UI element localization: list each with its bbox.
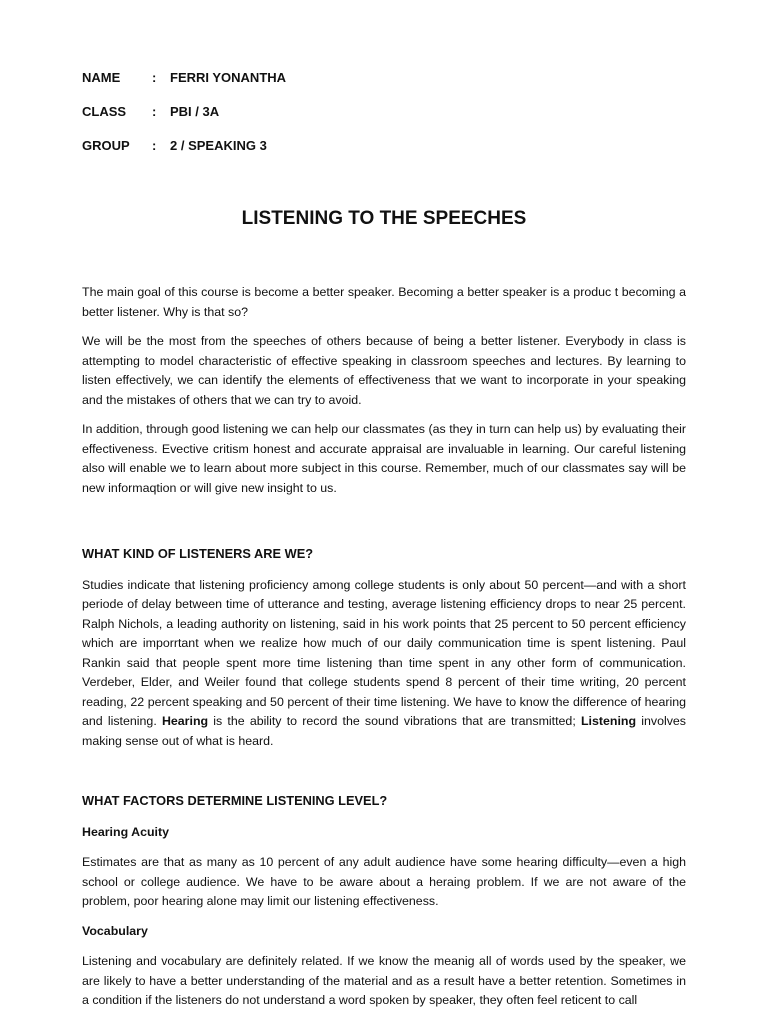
listeners-text-a: Studies indicate that listening proficiency among college students is only about 50 percent—and with a short periode of delay between time of utterance and testing, average listening efficiency drops to near 25 percent. Ralph Nichols, a leading authority on listening, said in his work points that 25 percent to 50 percent efficiency which are imporrtant when we realize how much of our daily communication time is spent listening. Paul Rankin said that people spent more time listening than time spent in any other form of communication. Verdeber, Elder, and Weiler found that college students spend 8 percent of their time writing, 20 percent reading, 22 percent speaking and 50 percent of their time listening. We have to know the difference of hearing and listening. xyxy=(82,577,686,728)
intro-paragraph-1: The main goal of this course is become a better speaker. Becoming a better speaker is a produc t becoming a better listener. Why is that so? xyxy=(82,285,686,319)
section-spacer xyxy=(82,761,686,791)
listeners-text-b: is the ability to record the sound vibrations that are transmitted; xyxy=(208,714,581,728)
hearing-acuity-paragraph: Estimates are that as many as 10 percent of any adult audience have some hearing difficulty—even a high school or college audience. We have to be aware about a heraing problem. If we are not aware of the problem, poor hearing alone may limit our listening effectiveness. xyxy=(82,855,686,908)
intro-paragraph-2: We will be the most from the speeches of others because of being a better listener. Everybody in class is attempting to model characteristic of effective speaking in classroom speeches and lectures. By learning to listen effectively, we can identify the elements of effectiveness that we want to incorporate in your speaking and the mistakes of others that we can try to avoid. xyxy=(82,334,686,407)
document-body xyxy=(82,283,686,1021)
intro-paragraph-3: In addition, through good listening we can help our classmates (as they in turn can help us) by evaluating their effectiveness. Evective critism honest and accurate appraisal are invaluable in learning. Our careful listening also will enable we to learn about more subject in this course. Remember, much of our classmates say will be new informaqtion or will give new insight to us. xyxy=(82,422,686,495)
group-label: GROUP xyxy=(82,138,130,153)
section-spacer xyxy=(82,508,686,544)
name-value: FERRI YONANTHA xyxy=(170,70,287,85)
term-hearing: Hearing xyxy=(161,714,209,728)
listeners-text-c: involves making sense out of what is heard. xyxy=(82,714,686,748)
class-row xyxy=(82,104,286,138)
group-colon: : xyxy=(152,138,157,153)
subheading-vocabulary: Vocabulary xyxy=(82,923,148,938)
subheading-hearing-acuity: Hearing Acuity xyxy=(82,824,169,839)
class-colon: : xyxy=(152,104,157,119)
name-colon: : xyxy=(152,70,157,85)
group-value: 2 / SPEAKING 3 xyxy=(170,138,267,153)
class-value: PBI / 3A xyxy=(170,104,220,119)
listeners-paragraph xyxy=(82,576,686,752)
class-label: CLASS xyxy=(82,104,127,119)
term-listening: Listening xyxy=(580,714,637,728)
group-row xyxy=(82,138,286,172)
section-heading-listeners: WHAT KIND OF LISTENERS ARE WE? xyxy=(82,546,314,561)
name-row xyxy=(82,70,286,104)
vocabulary-paragraph: Listening and vocabulary are definitely related. If we know the meanig all of words used by the speaker, we are likely to have a better understanding of the material and as a result have a better retention. Sometimes in a condition if the listeners do not understand a word spoken by speaker, they often feel reticent to call xyxy=(82,954,686,1007)
section-heading-factors: WHAT FACTORS DETERMINE LISTENING LEVEL? xyxy=(82,793,388,808)
name-label: NAME xyxy=(82,70,121,85)
document-title: LISTENING TO THE SPEECHES xyxy=(241,208,527,229)
student-info xyxy=(82,70,286,172)
